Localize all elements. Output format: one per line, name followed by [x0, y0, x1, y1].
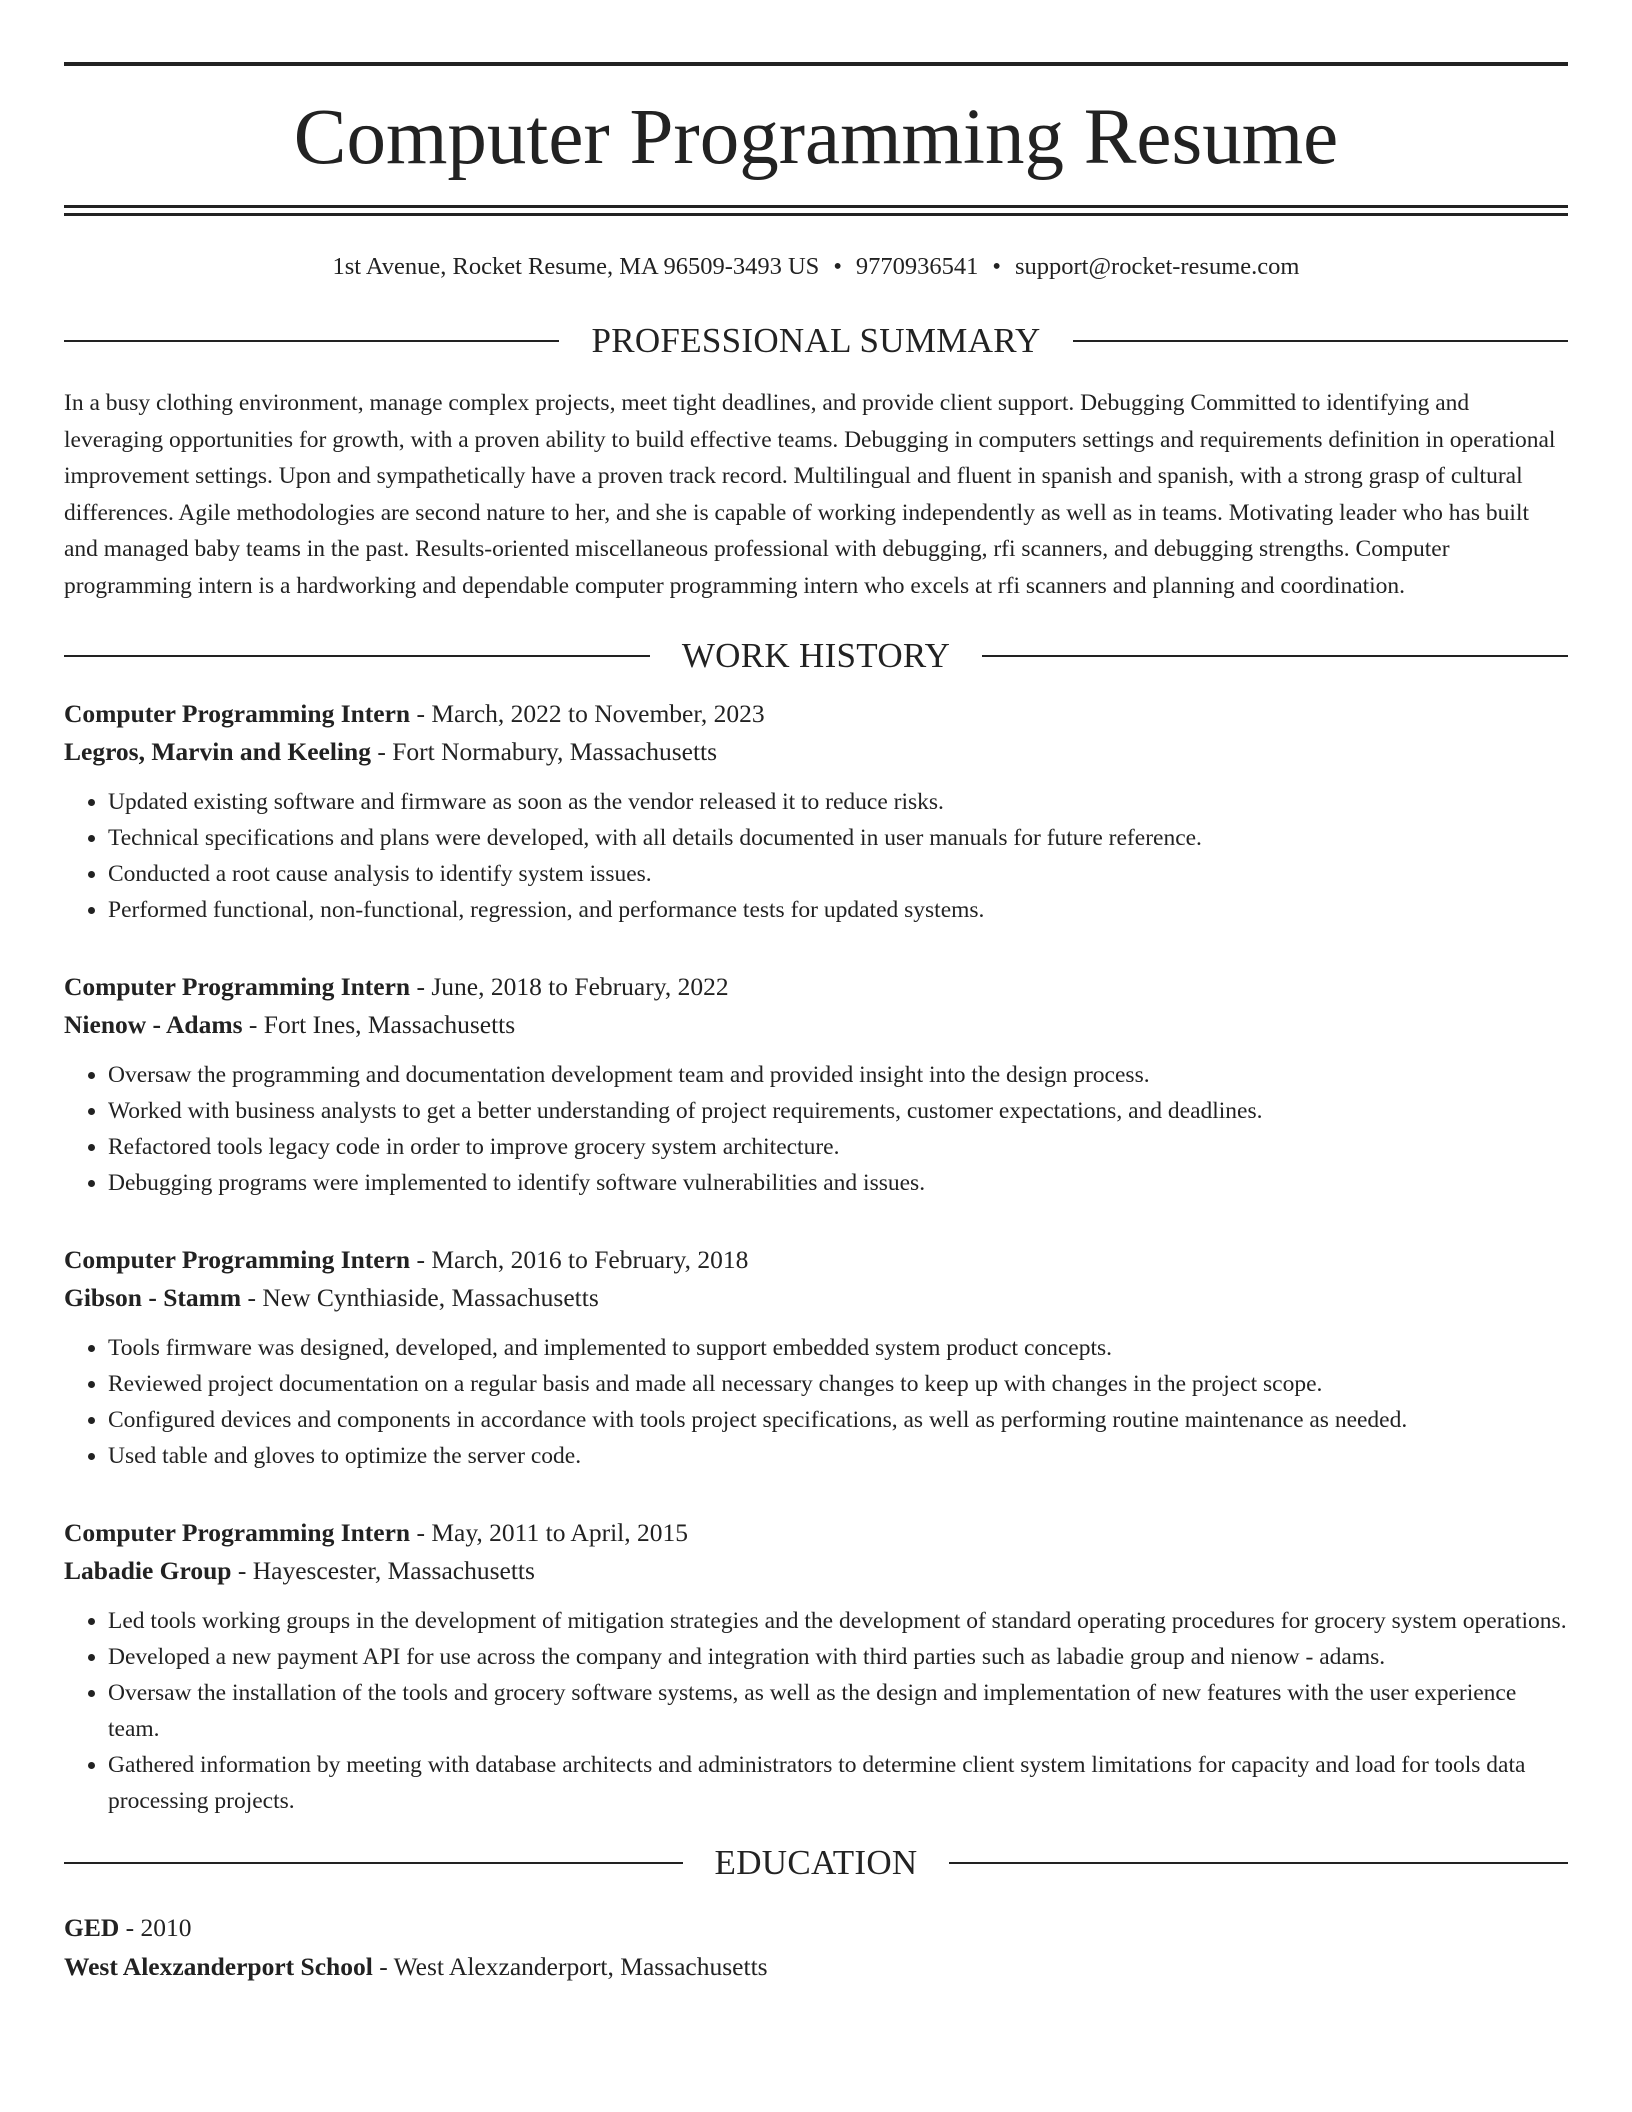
- job-bullet: • Oversaw the installation of the tools and grocery software systems, as well as the design and implementation of new features with the user experience team.: [108, 1675, 1568, 1747]
- education-heading-label: EDUCATION: [714, 1843, 918, 1883]
- work-history-list: [64, 695, 1568, 1819]
- job-bullet: • Performed functional, non-functional, regression, and performance tests for updated systems.: [108, 892, 1568, 928]
- contact-email: support@rocket-resume.com: [1014, 253, 1300, 280]
- job-company: Nienow - Adams: [64, 1010, 243, 1040]
- job-company: Labadie Group: [64, 1556, 232, 1586]
- job-bullet: • Configured devices and components in accordance with tools project specifications, as well as performing routine maintenance as needed.: [108, 1402, 1568, 1438]
- contact-separator: •: [992, 253, 1001, 280]
- contact-address: 1st Avenue, Rocket Resume, MA 96509-3493 US: [332, 253, 820, 280]
- education-section-heading: [64, 1843, 1568, 1883]
- education-location: - West Alexzanderport, Massachusetts: [372, 1952, 768, 1982]
- heading-rule-right: [982, 655, 1568, 657]
- job-dates: - March, 2022 to November, 2023: [410, 699, 765, 729]
- heading-rule-left: [64, 340, 559, 342]
- heading-rule-left: [64, 655, 650, 657]
- job-location: - Hayescester, Massachusetts: [231, 1556, 535, 1586]
- job-title: Computer Programming Intern: [64, 972, 411, 1002]
- job-bullet: • Tools firmware was designed, developed, and implemented to support embedded system product concepts.: [108, 1330, 1568, 1366]
- job-bullet-list: [64, 1603, 1568, 1819]
- job-dates: - March, 2016 to February, 2018: [410, 1245, 749, 1275]
- job-entry: [64, 968, 1568, 1201]
- resume-title: Computer Programming Resume: [293, 94, 1339, 181]
- job-bullet: • Refactored tools legacy code in order to improve grocery system architecture.: [108, 1129, 1568, 1165]
- job-bullet: • Technical specifications and plans were developed, with all details documented in user manuals for future reference.: [108, 820, 1568, 856]
- contact-separator: •: [833, 253, 842, 280]
- job-bullet: • Used table and gloves to optimize the server code.: [108, 1438, 1568, 1474]
- job-location: - New Cynthiaside, Massachusetts: [241, 1283, 599, 1313]
- job-title-line: [64, 1514, 1568, 1552]
- summary-text: In a busy clothing environment, manage complex projects, meet tight deadlines, and provide client support. Debugging Committed to identifying and leveraging opportunities for growth, with a proven ability to build effective teams. Debugging in computers settings and requirements definition in operational improvement settings. Upon and sympathetically have a proven track record. Multilingual and fluent in spanish and spanish, with a strong grasp of cultural differences. Agile methodologies are second nature to her, and she is capable of working independently as well as in teams. Motivating leader who has built and managed baby teams in the past. Results-oriented miscellaneous professional with debugging, rfi scanners, and debugging strengths. Computer programming intern is a hardworking and dependable computer programming intern who excels at rfi scanners and planning and coordination.: [64, 390, 1556, 599]
- job-bullet: • Updated existing software and firmware as soon as the vendor released it to reduce risks.: [108, 784, 1568, 820]
- job-company-line: [64, 733, 1568, 771]
- job-title-line: [64, 968, 1568, 1006]
- job-title-line: [64, 1241, 1568, 1279]
- contact-phone: 9770936541: [855, 253, 979, 280]
- summary-heading-label: PROFESSIONAL SUMMARY: [591, 321, 1041, 361]
- job-dates: - May, 2011 to April, 2015: [410, 1518, 688, 1548]
- heading-rule-right: [1073, 340, 1568, 342]
- job-bullet: • Reviewed project documentation on a regular basis and made all necessary changes to keep up with changes in the project scope.: [108, 1366, 1568, 1402]
- job-bullet: • Oversaw the programming and documentation development team and provided insight into the design process.: [108, 1057, 1568, 1093]
- heading-rule-left: [64, 1862, 683, 1864]
- job-company-line: [64, 1552, 1568, 1590]
- contact-line: [64, 252, 1568, 281]
- education-school: West Alexzanderport School: [64, 1952, 373, 1982]
- job-location: - Fort Ines, Massachusetts: [242, 1010, 516, 1040]
- job-entry: [64, 695, 1568, 928]
- heading-rule-right: [949, 1862, 1568, 1864]
- work-section-heading: [64, 636, 1568, 676]
- education-entry: [64, 1908, 1568, 1986]
- job-dates: - June, 2018 to February, 2022: [410, 972, 729, 1002]
- education-degree-line: [64, 1908, 1568, 1947]
- job-company: Gibson - Stamm: [64, 1283, 242, 1313]
- job-bullet: • Debugging programs were implemented to identify software vulnerabilities and issues.: [108, 1165, 1568, 1201]
- job-bullet-list: [64, 1057, 1568, 1201]
- job-title: Computer Programming Intern: [64, 1518, 411, 1548]
- education-school-line: [64, 1947, 1568, 1986]
- job-title: Computer Programming Intern: [64, 1245, 411, 1275]
- resume-page: [64, 0, 1568, 1986]
- education-year: - 2010: [119, 1913, 192, 1943]
- top-rule: [64, 62, 1568, 66]
- job-bullet: • Worked with business analysts to get a better understanding of project requirements, customer expectations, and deadlines.: [108, 1093, 1568, 1129]
- job-title-line: [64, 695, 1568, 733]
- job-entry: [64, 1241, 1568, 1474]
- job-company-line: [64, 1006, 1568, 1044]
- job-bullet: • Led tools working groups in the development of mitigation strategies and the development of standard operating procedures for grocery system operations.: [108, 1603, 1568, 1639]
- job-bullet: • Conducted a root cause analysis to identify system issues.: [108, 856, 1568, 892]
- job-company: Legros, Marvin and Keeling: [64, 737, 371, 767]
- job-bullet: • Gathered information by meeting with database architects and administrators to determine client system limitations for capacity and load for tools data processing projects.: [108, 1747, 1568, 1819]
- job-bullet-list: [64, 784, 1568, 928]
- title-double-rule: [64, 205, 1568, 216]
- job-bullet: • Developed a new payment API for use across the company and integration with third parties such as labadie group and nienow - adams.: [108, 1639, 1568, 1675]
- job-company-line: [64, 1279, 1568, 1317]
- job-title: Computer Programming Intern: [64, 699, 411, 729]
- job-entry: [64, 1514, 1568, 1819]
- work-heading-label: WORK HISTORY: [681, 636, 951, 676]
- job-location: - Fort Normabury, Massachusetts: [370, 737, 718, 767]
- job-bullet-list: [64, 1330, 1568, 1474]
- summary-section-heading: [64, 321, 1568, 361]
- education-degree: GED: [64, 1913, 120, 1943]
